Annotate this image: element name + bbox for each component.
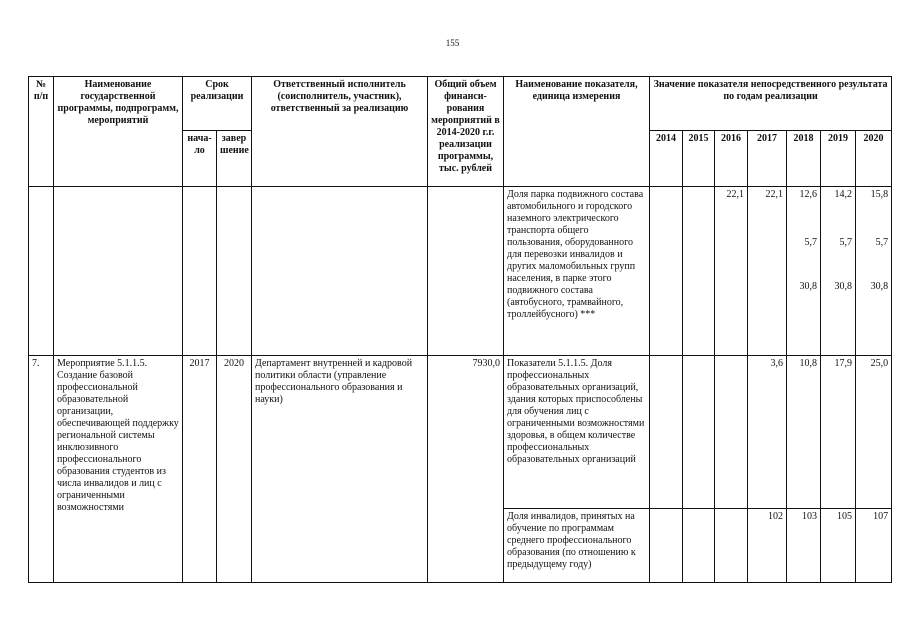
cell-2019 bbox=[821, 187, 856, 355]
header-term-start: нача-ло bbox=[183, 131, 217, 187]
header-term-end: завер шение bbox=[217, 131, 252, 187]
program-table bbox=[28, 76, 892, 583]
cell-indicator: Показатели 5.1.1.5. Доля профессиональных образовательных организаций, здания которых приспособлены для обучения лиц с ограниченными возможностями здоровья, в общем количестве профессиональных образовательных организаций bbox=[504, 355, 650, 508]
cell-executor bbox=[252, 187, 428, 355]
header-year-2020: 2020 bbox=[856, 131, 892, 187]
value-line: 12,6 bbox=[799, 189, 817, 201]
header-year-2014: 2014 bbox=[650, 131, 683, 187]
value-line: 30,8 bbox=[834, 281, 852, 293]
cell-name bbox=[54, 187, 183, 355]
header-funding: Общий объем финанси-рования мероприятий в 2014-2020 г.г. реализации программы, тыс. рублей bbox=[428, 77, 504, 187]
cell-end: 2020 bbox=[217, 355, 252, 582]
cell-2017: 22,1 bbox=[748, 187, 787, 355]
cell-2014 bbox=[650, 187, 683, 355]
header-row-1 bbox=[29, 77, 892, 131]
cell-executor: Департамент внутренней и кадровой политики области (управление профессионального образования и науки) bbox=[252, 355, 428, 582]
cell-2020 bbox=[856, 187, 892, 355]
header-year-2017: 2017 bbox=[748, 131, 787, 187]
value-line: 14,2 bbox=[834, 189, 852, 201]
value-line: 15,8 bbox=[870, 189, 889, 201]
cell-start bbox=[183, 187, 217, 355]
cell-end bbox=[217, 187, 252, 355]
cell-2019: 105 bbox=[821, 508, 856, 582]
cell-indicator: Доля инвалидов, принятых на обучение по программам среднего профессионального образования (по отношению к предыдущему году) bbox=[504, 508, 650, 582]
value-line: 5,7 bbox=[839, 237, 852, 249]
cell-funding: 7930,0 bbox=[428, 355, 504, 582]
cell-2017: 102 bbox=[748, 508, 787, 582]
cell-2015 bbox=[683, 508, 715, 582]
table-row bbox=[29, 187, 892, 355]
value-line: 30,8 bbox=[799, 281, 817, 293]
cell-start: 2017 bbox=[183, 355, 217, 582]
header-name: Наименование государственной программы, подпрограмм, мероприятий bbox=[54, 77, 183, 187]
page-number: 155 bbox=[445, 38, 460, 48]
cell-num bbox=[29, 187, 54, 355]
cell-2020: 25,0 bbox=[856, 355, 892, 508]
header-year-2016: 2016 bbox=[715, 131, 748, 187]
cell-indicator: Доля парка подвижного состава автомобильного и городского наземного электрического транспорта общего пользования, оборудованного для перевозки инвалидов и других маломобильных групп населения, в парке этого подвижного состава (автобусного, трамвайного, троллейбусного) *** bbox=[504, 187, 650, 355]
header-term: Срок реализации bbox=[183, 77, 252, 131]
cell-2018 bbox=[787, 187, 821, 355]
cell-2016: 22,1 bbox=[715, 187, 748, 355]
header-executor: Ответственный исполнитель (соисполнитель, участник), ответственный за реализацию bbox=[252, 77, 428, 187]
cell-2018: 10,8 bbox=[787, 355, 821, 508]
cell-2014 bbox=[650, 355, 683, 508]
cell-name: Мероприятие 5.1.1.5. Создание базовой профессиональной образовательной организации, обеспечивающей поддержку региональной системы инклюзивного профессионального образования студентов из числа инвалидов и лиц с ограниченными возможностями bbox=[54, 355, 183, 582]
header-values-group: Значение показателя непосредственного результата по годам реализации bbox=[650, 77, 892, 131]
header-year-2015: 2015 bbox=[683, 131, 715, 187]
cell-2017: 3,6 bbox=[748, 355, 787, 508]
table-row bbox=[29, 355, 892, 508]
header-year-2018: 2018 bbox=[787, 131, 821, 187]
cell-2018: 103 bbox=[787, 508, 821, 582]
value-line: 5,7 bbox=[804, 237, 817, 249]
cell-2015 bbox=[683, 187, 715, 355]
header-indicator: Наименование показателя, единица измерения bbox=[504, 77, 650, 187]
cell-2020: 107 bbox=[856, 508, 892, 582]
cell-2019: 17,9 bbox=[821, 355, 856, 508]
value-line: 30,8 bbox=[870, 281, 889, 293]
cell-funding bbox=[428, 187, 504, 355]
header-year-2019: 2019 bbox=[821, 131, 856, 187]
cell-2016 bbox=[715, 355, 748, 508]
value-line: 5,7 bbox=[875, 237, 889, 249]
cell-num: 7. bbox=[29, 355, 54, 582]
header-num: № п/п bbox=[29, 77, 54, 187]
cell-2016 bbox=[715, 508, 748, 582]
cell-2014 bbox=[650, 508, 683, 582]
cell-2015 bbox=[683, 355, 715, 508]
